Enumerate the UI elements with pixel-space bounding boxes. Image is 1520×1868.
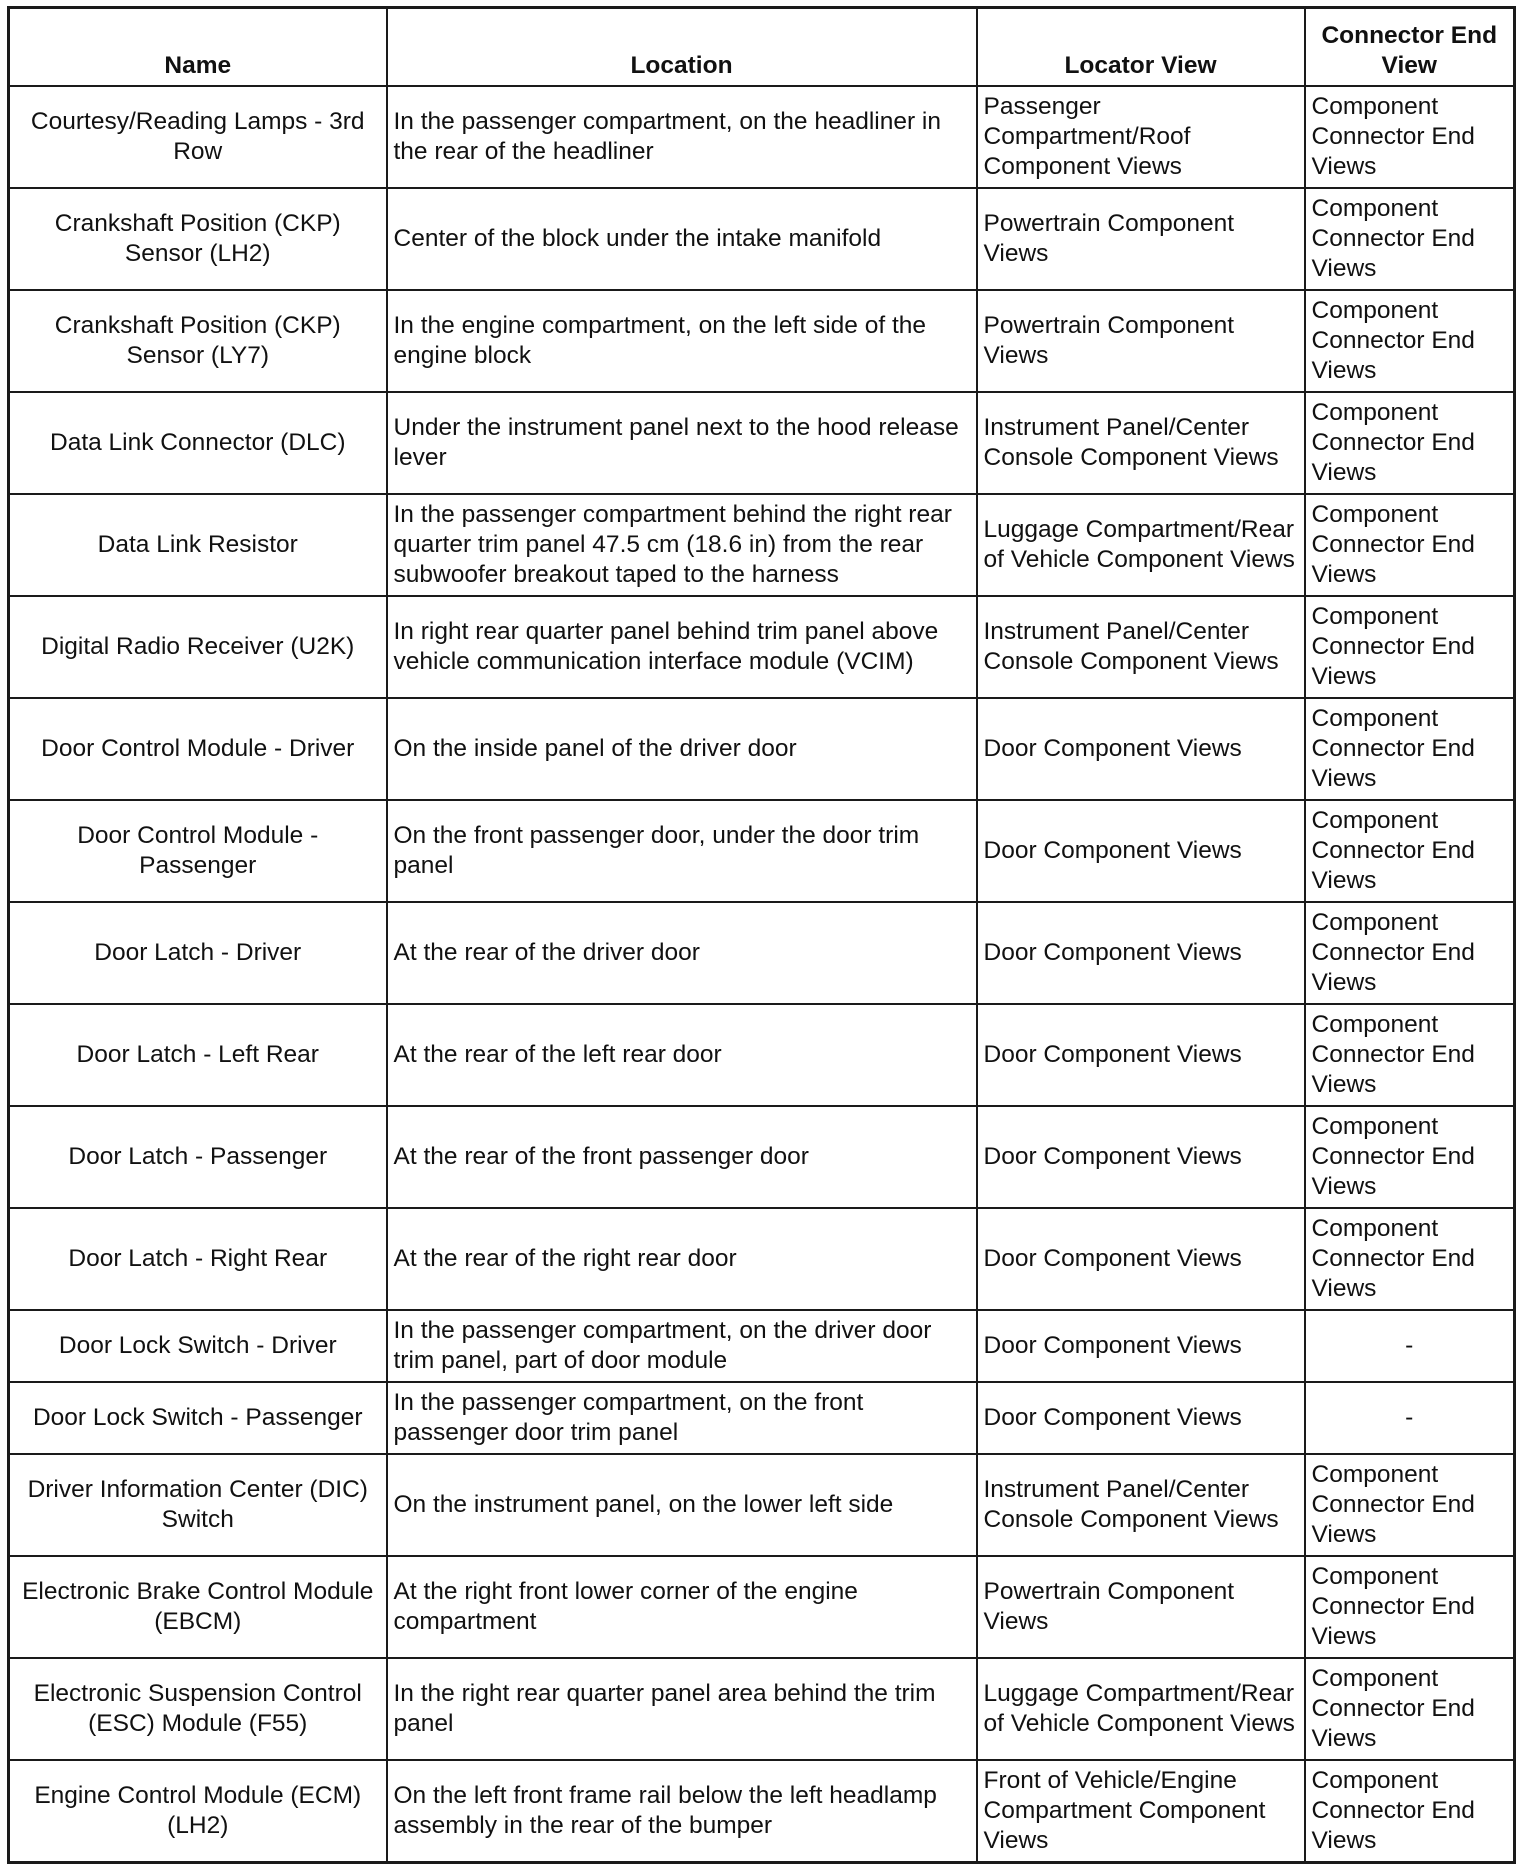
cell-connector-end-view: Component Connector End Views (1305, 1556, 1515, 1658)
cell-location: At the right front lower corner of the engine compartment (387, 1556, 977, 1658)
cell-location: In right rear quarter panel behind trim panel above vehicle communication interface module (VCIM) (387, 596, 977, 698)
table-row (9, 698, 1515, 800)
table-row (9, 188, 1515, 290)
cell-location: In the passenger compartment behind the right rear quarter trim panel 47.5 cm (18.6 in) from the rear subwoofer breakout taped to the harness (387, 494, 977, 596)
cell-connector-end-view: - (1305, 1310, 1515, 1382)
cell-connector-end-view: Component Connector End Views (1305, 392, 1515, 494)
table-row (9, 1382, 1515, 1454)
cell-locator-view: Door Component Views (977, 1310, 1305, 1382)
table-row (9, 1760, 1515, 1863)
table-row (9, 1106, 1515, 1208)
cell-name: Digital Radio Receiver (U2K) (9, 596, 387, 698)
cell-location: In the passenger compartment, on the front passenger door trim panel (387, 1382, 977, 1454)
cell-locator-view: Powertrain Component Views (977, 1556, 1305, 1658)
table-row (9, 86, 1515, 188)
cell-location: In the passenger compartment, on the driver door trim panel, part of door module (387, 1310, 977, 1382)
cell-name: Data Link Resistor (9, 494, 387, 596)
cell-location: Center of the block under the intake manifold (387, 188, 977, 290)
component-locator-table (7, 6, 1516, 1864)
table-row (9, 1004, 1515, 1106)
cell-connector-end-view: Component Connector End Views (1305, 86, 1515, 188)
table-row (9, 290, 1515, 392)
cell-name: Door Latch - Driver (9, 902, 387, 1004)
cell-connector-end-view: Component Connector End Views (1305, 188, 1515, 290)
cell-location: On the left front frame rail below the left headlamp assembly in the rear of the bumper (387, 1760, 977, 1863)
header-location: Location (387, 8, 977, 87)
cell-name: Engine Control Module (ECM) (LH2) (9, 1760, 387, 1863)
table-row (9, 800, 1515, 902)
cell-location: In the right rear quarter panel area behind the trim panel (387, 1658, 977, 1760)
cell-name: Door Control Module - Driver (9, 698, 387, 800)
cell-locator-view: Powertrain Component Views (977, 290, 1305, 392)
cell-location: On the instrument panel, on the lower left side (387, 1454, 977, 1556)
cell-locator-view: Instrument Panel/Center Console Component Views (977, 596, 1305, 698)
cell-connector-end-view: Component Connector End Views (1305, 1208, 1515, 1310)
header-locator-view: Locator View (977, 8, 1305, 87)
table-body (9, 86, 1515, 1863)
table-row (9, 494, 1515, 596)
cell-name: Door Latch - Right Rear (9, 1208, 387, 1310)
table-row (9, 392, 1515, 494)
cell-connector-end-view: Component Connector End Views (1305, 902, 1515, 1004)
cell-locator-view: Instrument Panel/Center Console Component Views (977, 392, 1305, 494)
cell-name: Driver Information Center (DIC) Switch (9, 1454, 387, 1556)
cell-locator-view: Instrument Panel/Center Console Component Views (977, 1454, 1305, 1556)
cell-locator-view: Door Component Views (977, 800, 1305, 902)
cell-name: Door Lock Switch - Driver (9, 1310, 387, 1382)
cell-name: Door Latch - Left Rear (9, 1004, 387, 1106)
cell-connector-end-view: Component Connector End Views (1305, 1658, 1515, 1760)
cell-name: Crankshaft Position (CKP) Sensor (LH2) (9, 188, 387, 290)
cell-locator-view: Door Component Views (977, 1106, 1305, 1208)
cell-location: Under the instrument panel next to the hood release lever (387, 392, 977, 494)
cell-name: Electronic Brake Control Module (EBCM) (9, 1556, 387, 1658)
cell-connector-end-view: Component Connector End Views (1305, 1454, 1515, 1556)
cell-name: Electronic Suspension Control (ESC) Module (F55) (9, 1658, 387, 1760)
cell-locator-view: Front of Vehicle/Engine Compartment Component Views (977, 1760, 1305, 1863)
cell-connector-end-view: Component Connector End Views (1305, 596, 1515, 698)
cell-locator-view: Powertrain Component Views (977, 188, 1305, 290)
header-connector-end-view: Connector End View (1305, 8, 1515, 87)
cell-location: On the inside panel of the driver door (387, 698, 977, 800)
cell-locator-view: Door Component Views (977, 1004, 1305, 1106)
cell-location: At the rear of the front passenger door (387, 1106, 977, 1208)
cell-locator-view: Door Component Views (977, 1382, 1305, 1454)
cell-name: Door Control Module - Passenger (9, 800, 387, 902)
cell-name: Crankshaft Position (CKP) Sensor (LY7) (9, 290, 387, 392)
table-row (9, 1208, 1515, 1310)
header-row (9, 8, 1515, 87)
cell-locator-view: Door Component Views (977, 698, 1305, 800)
cell-connector-end-view: Component Connector End Views (1305, 800, 1515, 902)
cell-connector-end-view: Component Connector End Views (1305, 290, 1515, 392)
cell-location: At the rear of the right rear door (387, 1208, 977, 1310)
cell-location: At the rear of the driver door (387, 902, 977, 1004)
cell-locator-view: Luggage Compartment/Rear of Vehicle Component Views (977, 494, 1305, 596)
table-row (9, 902, 1515, 1004)
table-row (9, 1658, 1515, 1760)
table-row (9, 596, 1515, 698)
cell-location: In the engine compartment, on the left side of the engine block (387, 290, 977, 392)
table-row (9, 1556, 1515, 1658)
cell-connector-end-view: Component Connector End Views (1305, 698, 1515, 800)
cell-connector-end-view: Component Connector End Views (1305, 1004, 1515, 1106)
cell-locator-view: Passenger Compartment/Roof Component Views (977, 86, 1305, 188)
cell-name: Data Link Connector (DLC) (9, 392, 387, 494)
cell-locator-view: Door Component Views (977, 902, 1305, 1004)
cell-connector-end-view: Component Connector End Views (1305, 1106, 1515, 1208)
cell-name: Courtesy/Reading Lamps - 3rd Row (9, 86, 387, 188)
header-name: Name (9, 8, 387, 87)
cell-location: At the rear of the left rear door (387, 1004, 977, 1106)
cell-name: Door Latch - Passenger (9, 1106, 387, 1208)
cell-connector-end-view: Component Connector End Views (1305, 1760, 1515, 1863)
table-row (9, 1454, 1515, 1556)
cell-name: Door Lock Switch - Passenger (9, 1382, 387, 1454)
cell-location: On the front passenger door, under the door trim panel (387, 800, 977, 902)
cell-connector-end-view: Component Connector End Views (1305, 494, 1515, 596)
cell-locator-view: Luggage Compartment/Rear of Vehicle Component Views (977, 1658, 1305, 1760)
cell-location: In the passenger compartment, on the headliner in the rear of the headliner (387, 86, 977, 188)
table-row (9, 1310, 1515, 1382)
cell-connector-end-view: - (1305, 1382, 1515, 1454)
cell-locator-view: Door Component Views (977, 1208, 1305, 1310)
